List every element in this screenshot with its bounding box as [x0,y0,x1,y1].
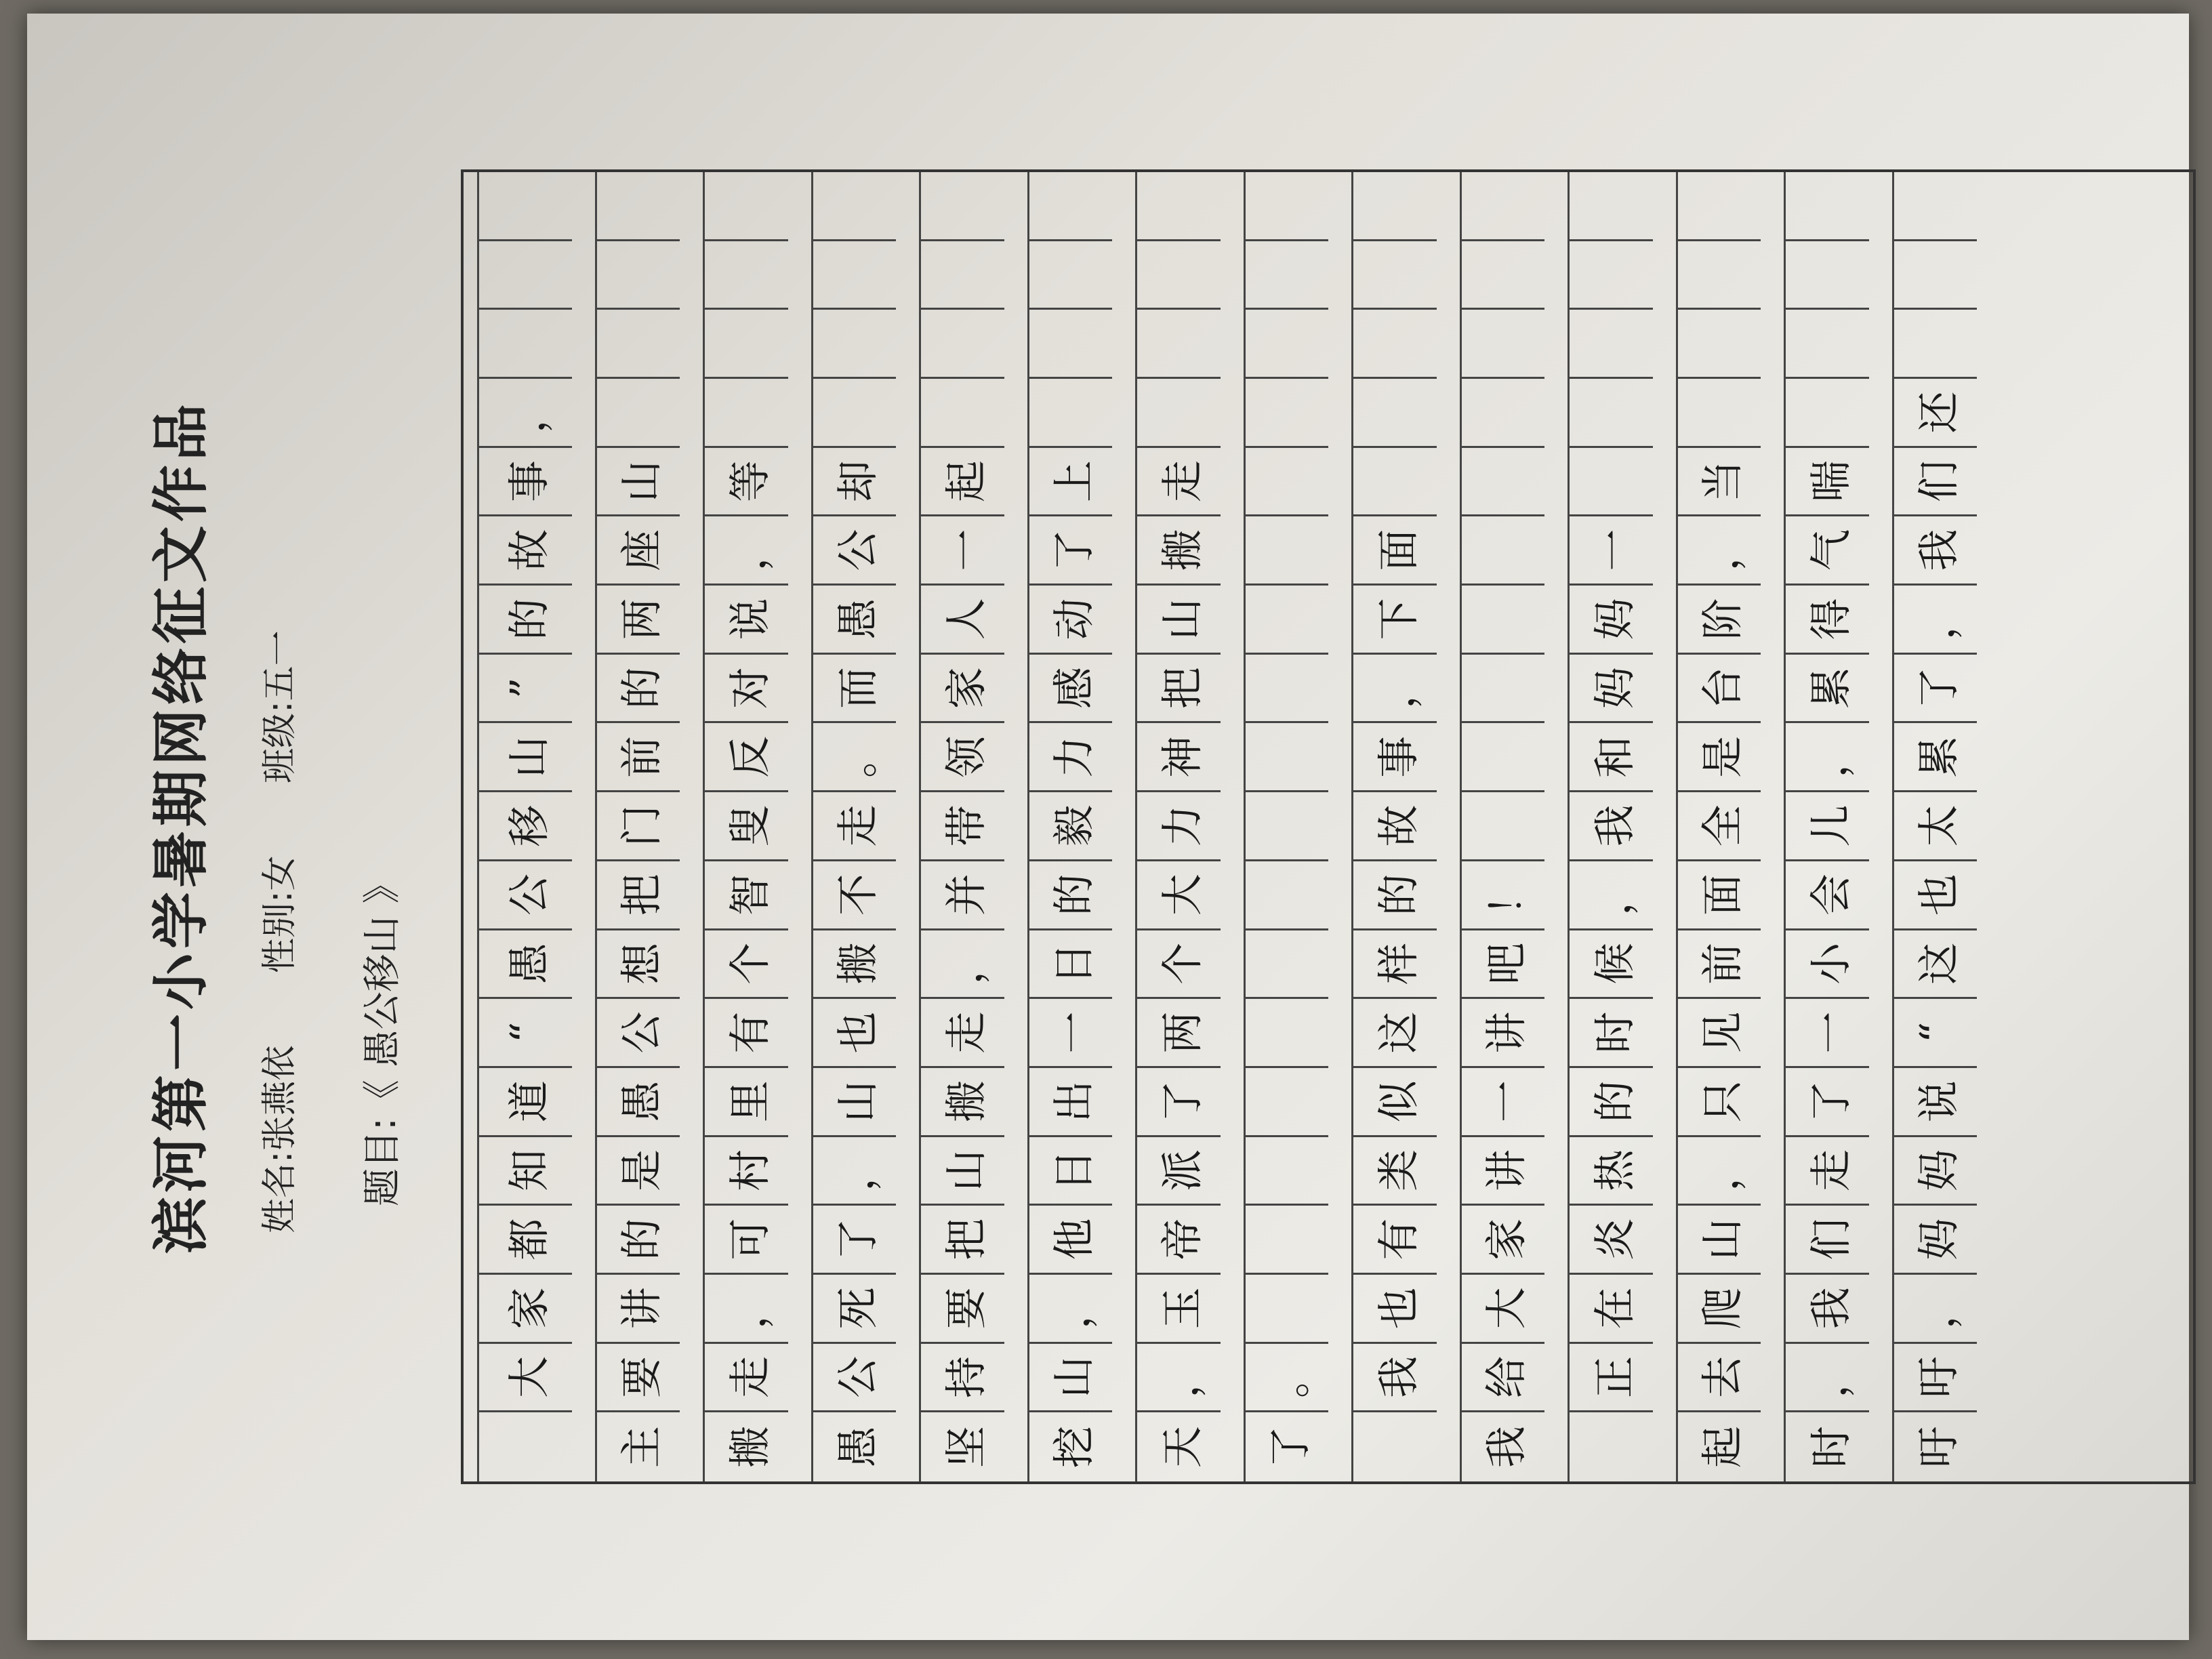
grid-cell: 前 [597,723,680,792]
grid-cell [1462,310,1545,379]
grid-cell [705,310,788,379]
grid-cell: 的 [597,655,680,724]
grid-cell: 事 [1353,723,1437,792]
grid-cell: ， [813,1137,897,1206]
grid-cell: 公 [479,861,572,930]
grid-cell [1786,172,1869,241]
grid-cell: 家 [921,655,1004,724]
grid-cell [1462,723,1545,792]
grid-cell [1246,861,1329,930]
grid-cell: 上 [1029,448,1113,517]
grid-cell [1570,310,1653,379]
grid-cell [1462,448,1545,517]
grid-cell: 这 [1894,930,1978,1000]
grid-cell [479,310,572,379]
grid-cell [597,379,680,448]
grid-row [1027,172,1113,1481]
grid-cell: 把 [597,861,680,930]
grid-cell [1353,172,1437,241]
writing-grid [461,169,2196,1484]
grid-cell: 台 [1678,655,1761,724]
grid-cell [1137,379,1221,448]
grid-cell: ， [1786,1344,1869,1413]
grid-cell: 愚 [597,1068,680,1137]
grid-cell: 妈 [1894,1137,1978,1206]
grid-cell: 气 [1786,516,1869,586]
grid-cell: 两 [597,586,680,655]
grid-cell: 一 [1462,1068,1545,1137]
grid-cell [1246,1206,1329,1275]
grid-row [1892,172,1978,1481]
grid-cell [1570,448,1653,517]
grid-cell [813,379,897,448]
grid-cell [1462,655,1545,724]
grid-cell: 见 [1678,999,1761,1068]
grid-cell: 给 [1462,1344,1545,1413]
grid-cell: 样 [1353,930,1437,1000]
grid-cell [1246,1275,1329,1344]
grid-cell [921,241,1004,310]
grid-cell [921,172,1004,241]
grid-cell: 感 [1029,655,1113,724]
grid-cell [1353,241,1437,310]
grid-cell: ！ [1462,861,1545,930]
grid-cell: 力 [1029,723,1113,792]
grid-cell: 的 [1570,1068,1653,1137]
grid-cell: 阶 [1678,586,1761,655]
grid-cell: 个 [1137,930,1221,1000]
grid-cell: 妈 [1894,1206,1978,1275]
grid-cell: 炎 [1570,1206,1653,1275]
grid-cell: 正 [1570,1344,1653,1413]
grid-cell: 却 [813,448,897,517]
grid-cell: 死 [813,1275,897,1344]
grid-cell [1029,241,1113,310]
grid-cell: 也 [1353,1275,1437,1344]
grid-cell: 村 [705,1137,788,1206]
grid-cell: 走 [705,1344,788,1413]
grid-cell [1678,379,1761,448]
grid-cell [1786,379,1869,448]
grid-cell: 候 [1570,930,1653,1000]
grid-cell: 妈 [1570,655,1653,724]
grid-cell: 故 [479,516,572,586]
grid-cell: 主 [617,1426,667,1469]
grid-cell [1462,586,1545,655]
grid-cell: ， [1029,1275,1113,1344]
grid-cell [1246,723,1329,792]
grid-cell: 太 [1894,792,1978,861]
grid-cell: 当 [1678,448,1761,517]
grid-cell: 类 [1353,1137,1437,1206]
grid-cell [1137,241,1221,310]
grid-cell [1570,1412,1653,1481]
grid-cell: ， [1786,723,1869,792]
grid-cell: 毅 [1029,792,1113,861]
grid-cell: 累 [1894,723,1978,792]
grid-cell [1246,379,1329,448]
student-info [251,569,302,1233]
grid-cell: 了 [1786,1068,1869,1137]
grid-cell: 走 [921,999,1004,1068]
grid-cell: 想 [597,930,680,1000]
grid-cell [1246,586,1329,655]
grid-cell: 时 [1805,1426,1856,1469]
grid-cell [1570,172,1653,241]
student-name: 姓名:张燕依 [260,1045,300,1233]
grid-cell: 可 [705,1206,788,1275]
grid-cell: 大 [479,1344,572,1413]
grid-cell: 似 [1353,1068,1437,1137]
grid-cell: 吧 [1462,930,1545,1000]
grid-cell: 小 [1786,930,1869,1000]
grid-cell [1246,655,1329,724]
grid-cell: 要 [597,1344,680,1413]
grid-cell: 儿 [1786,792,1869,861]
grid-cell: 反 [705,723,788,792]
grid-cell: 了 [1265,1426,1315,1469]
grid-cell: 去 [1678,1344,1761,1413]
grid-cell: 在 [1570,1275,1653,1344]
grid-cell: 派 [1137,1137,1221,1206]
grid-cell: 玉 [1137,1275,1221,1344]
grid-cell: 一 [1786,999,1869,1068]
grid-cell [1029,172,1113,241]
grid-cell: 门 [597,792,680,861]
grid-cell: 我 [1353,1344,1437,1413]
grid-cell [479,172,572,241]
grid-row [1135,172,1221,1481]
grid-cell [1246,792,1329,861]
grid-cell: 等 [705,448,788,517]
grid-cell: 爬 [1678,1275,1761,1344]
grid-cell: 有 [1353,1206,1437,1275]
grid-cell: 了 [1029,516,1113,586]
grid-cell: ， [1894,586,1978,655]
grid-cell: 。 [1246,1344,1329,1413]
grid-cell: 持 [921,1344,1004,1413]
grid-cell: 山 [921,1137,1004,1206]
grid-cell: 人 [921,586,1004,655]
grid-cell: 愚 [479,930,572,1000]
grid-cell [1353,379,1437,448]
grid-cell: 公 [813,516,897,586]
grid-cell: 故 [1353,792,1437,861]
grid-cell [1462,516,1545,586]
grid-cell: 愚 [813,586,897,655]
grid-cell: 愚 [833,1426,883,1469]
grid-cell: 山 [1137,586,1221,655]
grid-cell: 都 [479,1206,572,1275]
grid-cell: 只 [1678,1068,1761,1137]
grid-cell: 面 [1678,861,1761,930]
grid-cell: 一 [1029,999,1113,1068]
grid-cell: 搬 [921,1068,1004,1137]
grid-cell [1137,310,1221,379]
grid-cell: 还 [1894,379,1978,448]
grid-cell: 并 [921,861,1004,930]
grid-row [595,172,680,1481]
grid-row [477,172,572,1481]
grid-cell [1353,1412,1437,1481]
grid-cell [1246,172,1329,241]
grid-cell: 对 [705,655,788,724]
grid-cell: 们 [1894,448,1978,517]
grid-cell [813,310,897,379]
grid-cell [597,241,680,310]
grid-cell: 带 [921,792,1004,861]
grid-cell: 的 [479,586,572,655]
page-title: 滨河第一小学暑期网络征文作品 [148,400,214,1254]
grid-cell: 山 [597,448,680,517]
grid-cell: 山 [1678,1206,1761,1275]
grid-cell: 说 [1894,1068,1978,1137]
grid-cell: 大 [1137,861,1221,930]
grid-cell: 我 [1894,516,1978,586]
grid-cell: 讲 [1462,999,1545,1068]
grid-cell [1462,241,1545,310]
grid-cell: 妈 [1570,586,1653,655]
grid-cell: 领 [921,723,1004,792]
grid-cell: 讲 [1462,1137,1545,1206]
grid-cell: 也 [1894,861,1978,930]
grid-cell: 坚 [941,1426,991,1469]
grid-cell: 喘 [1786,448,1869,517]
grid-row [919,172,1004,1481]
grid-cell: 是 [597,1137,680,1206]
grid-cell: 家 [479,1275,572,1344]
grid-cell [479,1412,572,1481]
grid-cell: “ [1894,999,1978,1068]
grid-cell: 不 [813,861,897,930]
grid-cell: 知 [479,1137,572,1206]
student-class: 班级:五一 [260,630,300,783]
page-content [27,14,2189,1640]
grid-cell: 公 [813,1344,897,1413]
grid-cell: 日 [1029,1137,1113,1206]
grid-cell: 两 [1137,999,1221,1068]
grid-cell: 我 [1481,1426,1532,1469]
grid-cell [705,379,788,448]
grid-cell: 我 [1570,792,1653,861]
grid-cell: ， [705,516,788,586]
grid-cell: 吁 [1914,1426,1964,1469]
grid-cell: 座 [597,516,680,586]
grid-cell: 。 [813,723,897,792]
grid-cell: 挖 [1049,1426,1099,1469]
grid-cell: 时 [1570,999,1653,1068]
grid-cell: 智 [705,861,788,930]
grid-cell: 这 [1353,999,1437,1068]
grid-cell: ， [1894,1275,1978,1344]
grid-cell: 吁 [1894,1344,1978,1413]
paper-sheet [27,14,2189,1640]
grid-cell [1462,379,1545,448]
grid-cell: 也 [813,999,897,1068]
grid-cell [813,241,897,310]
grid-cell: ， [1570,861,1653,930]
grid-cell [479,241,572,310]
grid-cell: 搬 [1137,516,1221,586]
grid-cell: 动 [1029,586,1113,655]
grid-cell: 日 [1029,930,1113,1000]
grid-cell: 他 [1029,1206,1113,1275]
grid-cell [1462,792,1545,861]
grid-cell [1353,310,1437,379]
grid-cell: 而 [813,655,897,724]
grid-row [1460,172,1545,1481]
grid-cell: 道 [479,1068,572,1137]
grid-cell [1894,241,1978,310]
grid-cell [921,379,1004,448]
grid-cell [1894,310,1978,379]
grid-cell: 一 [921,516,1004,586]
grid-cell [1570,379,1653,448]
grid-cell [1137,172,1221,241]
grid-cell: 的 [1029,861,1113,930]
grid-cell: 一 [1570,516,1653,586]
grid-cell: 要 [921,1275,1004,1344]
grid-cell: 前 [1678,930,1761,1000]
grid-cell [705,172,788,241]
grid-cell: 了 [1137,1068,1221,1137]
grid-cell: 力 [1137,792,1221,861]
grid-cell: “ [479,999,572,1068]
grid-cell: ， [705,1275,788,1344]
grid-row [703,172,788,1481]
grid-cell: ， [1678,516,1761,586]
grid-cell [597,310,680,379]
grid-cell: 个 [705,930,788,1000]
grid-cell [1246,1068,1329,1137]
grid-cell: 了 [813,1206,897,1275]
grid-cell: 帝 [1137,1206,1221,1275]
grid-cell [1246,999,1329,1068]
grid-cell [1678,241,1761,310]
grid-cell: 搬 [813,930,897,1000]
grid-cell: 们 [1786,1206,1869,1275]
grid-cell: 大 [1462,1275,1545,1344]
grid-row [1244,172,1329,1481]
grid-cell: 走 [1137,448,1221,517]
student-gender: 性别:女 [260,855,300,973]
grid-cell [1029,310,1113,379]
grid-cell: 走 [1786,1137,1869,1206]
grid-cell [705,241,788,310]
grid-cell: 是 [1678,723,1761,792]
grid-cell: 公 [597,999,680,1068]
grid-cell [597,172,680,241]
grid-cell: 我 [1786,1275,1869,1344]
grid-cell: 起 [1698,1426,1748,1469]
grid-cell: 累 [1786,655,1869,724]
grid-cell: 说 [705,586,788,655]
grid-cell: 和 [1570,723,1653,792]
grid-cell: ” [479,655,572,724]
grid-cell: ， [921,930,1004,1000]
grid-row [811,172,897,1481]
grid-row [1568,172,1653,1481]
grid-cell [921,310,1004,379]
grid-cell [1246,241,1329,310]
grid-cell [1246,930,1329,1000]
grid-cell [1786,241,1869,310]
grid-cell: 会 [1786,861,1869,930]
grid-cell: 搬 [724,1426,775,1469]
grid-cell: 了 [1894,655,1978,724]
grid-cell: 山 [1029,1344,1113,1413]
grid-cell [1029,379,1113,448]
grid-cell [1570,241,1653,310]
grid-cell: 得 [1786,586,1869,655]
grid-cell: 的 [1353,861,1437,930]
grid-cell [1894,172,1978,241]
grid-cell: 讲 [597,1275,680,1344]
grid-cell: 有 [705,999,788,1068]
grid-cell [1246,310,1329,379]
grid-cell: 神 [1137,723,1221,792]
grid-cell: 移 [479,792,572,861]
grid-cell: 走 [813,792,897,861]
grid-cell [1246,1137,1329,1206]
grid-cell [1353,448,1437,517]
grid-cell: 热 [1570,1137,1653,1206]
grid-cell: 山 [479,723,572,792]
grid-cell: 事 [479,448,572,517]
grid-cell [1462,172,1545,241]
grid-row [1351,172,1437,1481]
grid-cell: 的 [597,1206,680,1275]
grid-cell: 把 [921,1206,1004,1275]
essay-topic: 题目:《 愚公移山 》 [361,865,405,1206]
grid-cell: 天 [1157,1426,1207,1469]
grid-cell: 面 [1353,516,1437,586]
grid-cell: ， [1353,655,1437,724]
grid-cell: 全 [1678,792,1761,861]
grid-cell: 把 [1137,655,1221,724]
grid-cell [1678,310,1761,379]
grid-cell: 里 [705,1068,788,1137]
grid-cell: 叟 [705,792,788,861]
grid-cell [1246,516,1329,586]
grid-cell: 起 [921,448,1004,517]
grid-cell [1786,310,1869,379]
grid-cell: 山 [813,1068,897,1137]
grid-cell: 出 [1029,1068,1113,1137]
grid-cell: ， [1137,1344,1221,1413]
grid-cell: 下 [1353,586,1437,655]
grid-row [1676,172,1761,1481]
grid-cell: ， [1678,1137,1761,1206]
grid-cell [1678,172,1761,241]
grid-cell: 家 [1462,1206,1545,1275]
grid-cell [813,172,897,241]
grid-cell: ， [479,379,572,448]
grid-cell [1246,448,1329,517]
grid-row [1784,172,1869,1481]
